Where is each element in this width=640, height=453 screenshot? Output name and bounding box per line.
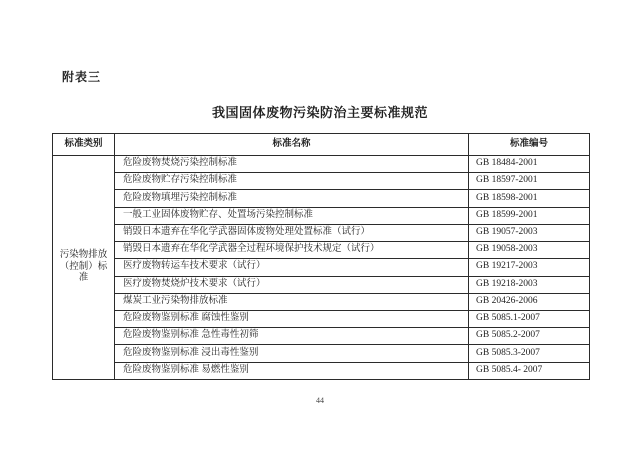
- table-row: [53, 293, 590, 310]
- standard-code-cell: GB 19217-2003: [469, 259, 590, 276]
- table-row: [53, 207, 590, 224]
- standard-name-cell: 危险废物填埋污染控制标准: [115, 190, 469, 207]
- standard-code-cell: GB 5085.2-2007: [469, 328, 590, 345]
- standard-name-cell: 危险废物鉴别标准 浸出毒性鉴别: [115, 345, 469, 362]
- standard-code-cell: GB 19058-2003: [469, 242, 590, 259]
- appendix-label: 附表三: [62, 70, 102, 84]
- table-row: [53, 345, 590, 362]
- standard-code-cell: GB 5085.1-2007: [469, 310, 590, 327]
- standard-name-cell: 危险废物贮存污染控制标准: [115, 173, 469, 190]
- standard-name-cell: 医疗废物转运车技术要求（试行）: [115, 259, 469, 276]
- standard-code-cell: GB 20426-2006: [469, 293, 590, 310]
- table-row: [53, 259, 590, 276]
- standard-name-cell: 危险废物焚烧污染控制标准: [115, 156, 469, 173]
- category-cell: 污染物排放（控制）标准: [53, 156, 115, 380]
- table-row: [53, 224, 590, 241]
- table-body: [53, 156, 590, 380]
- standard-name-cell: 医疗废物焚烧炉技术要求（试行）: [115, 276, 469, 293]
- standard-name-cell: 危险废物鉴别标准 腐蚀性鉴别: [115, 310, 469, 327]
- col-header-code: 标准编号: [469, 134, 590, 156]
- col-header-name: 标准名称: [115, 134, 469, 156]
- standard-code-cell: GB 18599-2001: [469, 207, 590, 224]
- standard-code-cell: GB 18484-2001: [469, 156, 590, 173]
- table-row: [53, 362, 590, 379]
- standard-code-cell: GB 18597-2001: [469, 173, 590, 190]
- standard-code-cell: GB 19057-2003: [469, 224, 590, 241]
- standard-code-cell: GB 18598-2001: [469, 190, 590, 207]
- standard-name-cell: 危险废物鉴别标准 易燃性鉴别: [115, 362, 469, 379]
- col-header-category: 标准类别: [53, 134, 115, 156]
- standard-name-cell: 煤炭工业污染物排放标准: [115, 293, 469, 310]
- standard-code-cell: GB 19218-2003: [469, 276, 590, 293]
- standard-name-cell: 一般工业固体废物贮存、处置场污染控制标准: [115, 207, 469, 224]
- table-row: [53, 173, 590, 190]
- standard-name-cell: 销毁日本遗弃在华化学武器全过程环境保护技术规定（试行）: [115, 242, 469, 259]
- standard-code-cell: GB 5085.3-2007: [469, 345, 590, 362]
- page-title: 我国固体废物污染防治主要标准规范: [211, 105, 428, 120]
- table-header-row: [53, 134, 590, 156]
- page-number: 44: [316, 396, 324, 405]
- table-row: [53, 310, 590, 327]
- table-row: [53, 276, 590, 293]
- table-row: [53, 190, 590, 207]
- table-row: [53, 328, 590, 345]
- standards-table: [52, 133, 590, 380]
- table-row: [53, 156, 590, 173]
- standard-name-cell: 危险废物鉴别标准 急性毒性初筛: [115, 328, 469, 345]
- standard-code-cell: GB 5085.4- 2007: [469, 362, 590, 379]
- standard-name-cell: 销毁日本遗弃在华化学武器固体废物处理处置标准（试行）: [115, 224, 469, 241]
- table-row: [53, 242, 590, 259]
